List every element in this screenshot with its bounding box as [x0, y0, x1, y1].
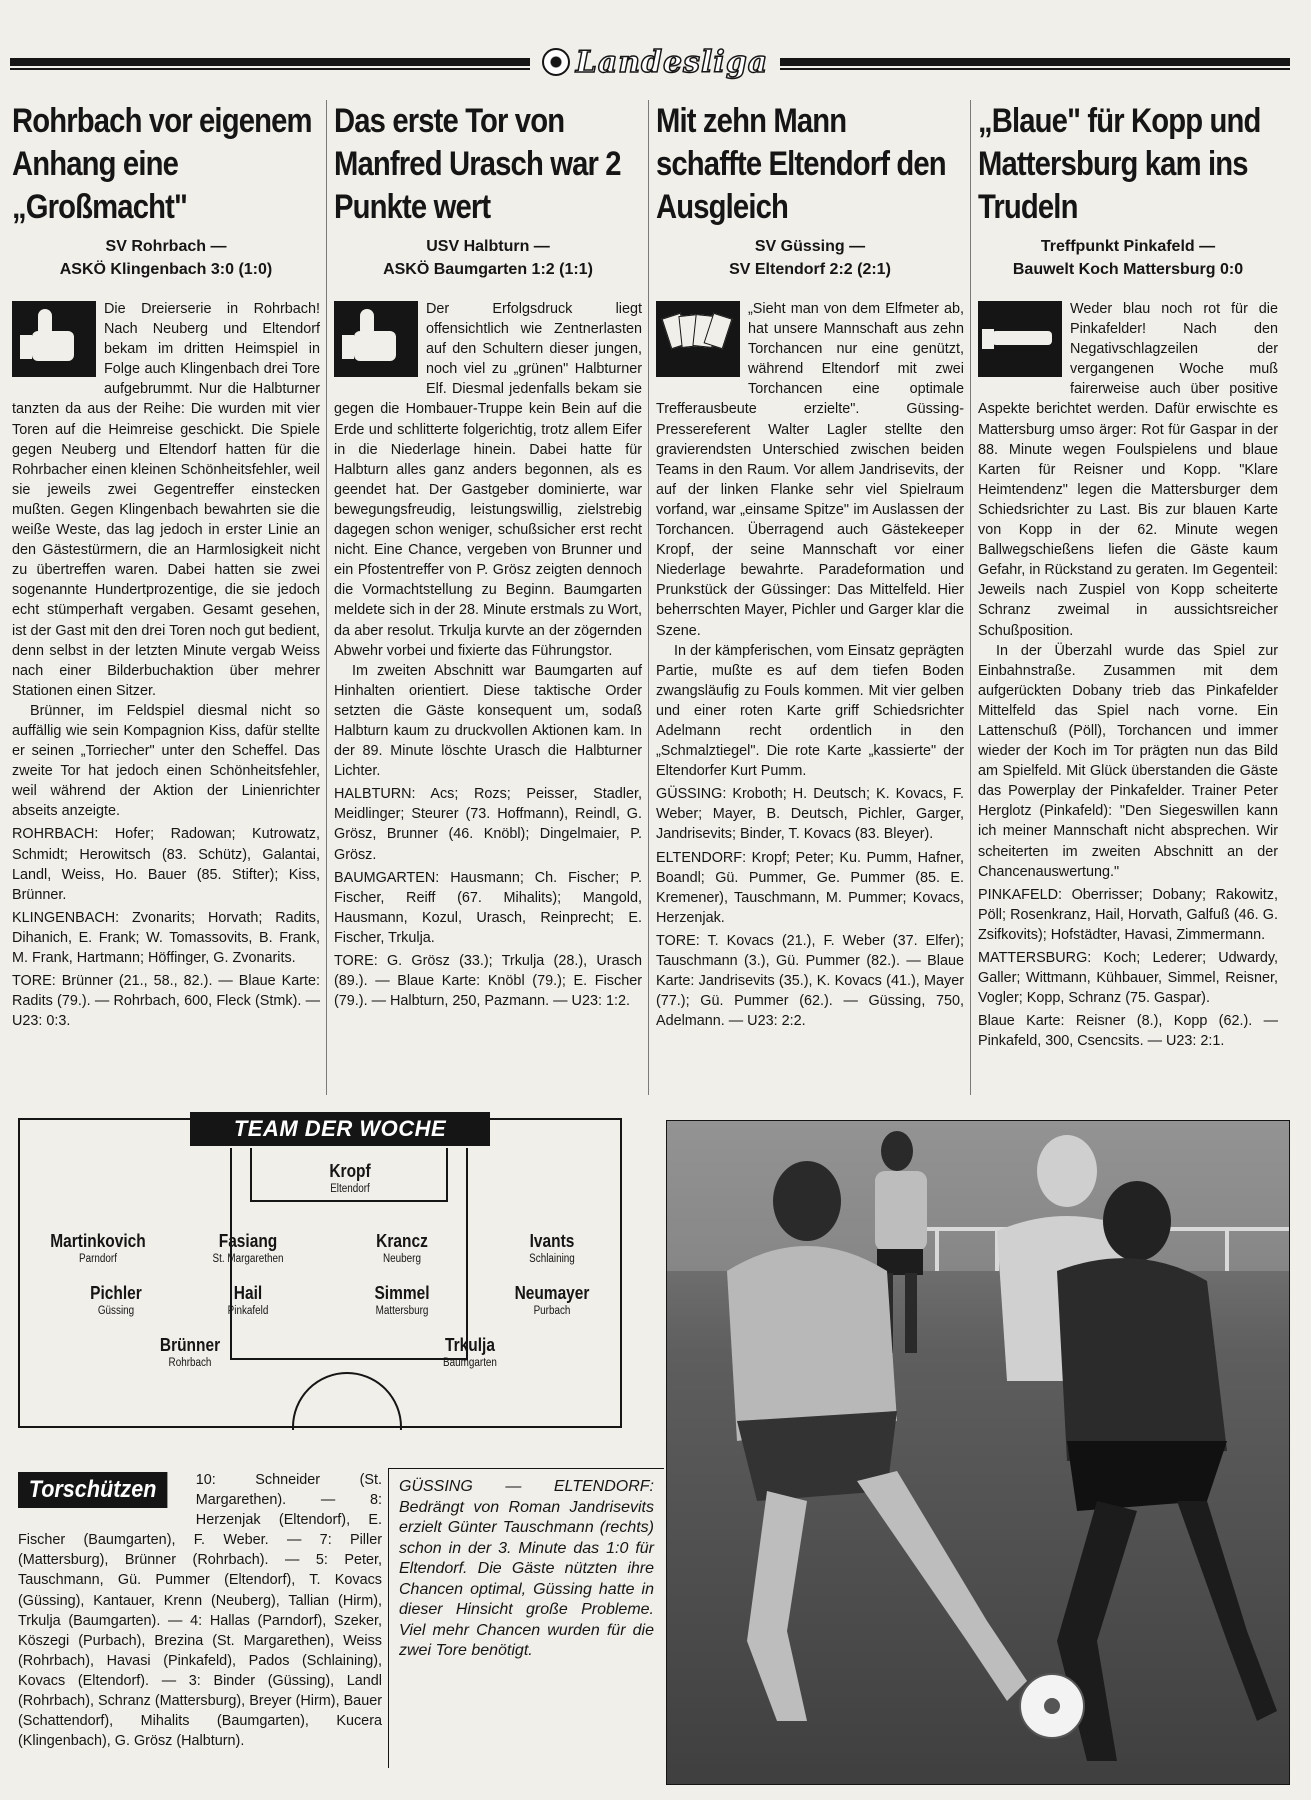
paragraph: Der Erfolgsdruck liegt offensichtlich wie Zentnerlasten auf den Schultern dieser jungen, noch viel zu „grünen" Halbturner Elf. Diesmal jedenfalls bekam sie gegen die Hombauer-Truppe kein Bein auf die Erde und schlitterte folgerichtig, trotz allem Eifer in die Niederlage hinein. Dabei hatte für Halbturn alles ganz anders begonnen, als es geendet hat. Der Gastgeber dominierte, war bewegungsfreudig, leistungswillig, zielstrebig dagegen schon weniger, schußsicher erst recht nicht. Eine Chance, vergeben von Brunner und ein Pfostentreffer von P. Grösz zeigten dennoch die Vormachtstellung zu Beginn. Baumgarten meldete sich in der 28. Minute erstmals zu Wort, da aber resolut. Trkulja kurvte an der zögernden Abwehr vorbei und fixierte das Führungstor.	[334, 301, 642, 659]
match-photo	[666, 1120, 1290, 1785]
match-score: ASKÖ Baumgarten 1:2 (1:1)	[383, 261, 593, 278]
lineup-away: ELTENDORF: Kropf; Peter; Ku. Pumm, Hafner, Boandl; Gü. Pummer, Ge. Pummer (85. E. Kremener), Tauschmann, M. Pummer; Kovacs, Herzenjak.	[656, 849, 964, 926]
match-home: SV Rohrbach —	[105, 238, 227, 255]
lineup-home: HALBTURN: Acs; Rozs; Peisser, Stadler, Meidlinger; Steurer (73. Hoffmann), Reindl, G. Grösz, Brunner (46. Knöbl); Dingelmaier, P. Grösz.	[334, 786, 642, 863]
player-club: Baumgarten	[443, 1357, 497, 1369]
player	[168, 1282, 328, 1319]
goals-summary: TORE: Brünner (21., 58., 82.). — Blaue Karte: Radits (79.). — Rohrbach, 600, Fleck (Stmk). — U23: 0:3.	[12, 973, 320, 1030]
paragraph: In der Überzahl wurde das Spiel zur Einbahnstraße. Zusammen mit dem aufgerückten Dobany trieb das Pinkafelder Mittelfeld das Spiel nach vorne. Ein Lattenschuß (Pöll), Torchancen und immer wieder der Koch im Tor prägten nun das Bild am Spielfeld. Mit Glück überstanden die Gäste das Powerplay der Pinkafelder. Trainer Peter Herglotz (Pinkafeld): "Den Siegeswillen kann ich meiner Mannschaft nicht absprechen. Wir scheiterten im zweiten Abschnitt an der Chancenauswertung."	[978, 642, 1278, 880]
paragraph: Brünner, im Feldspiel diesmal nicht so auffällig wie sein Kompagnion Kiss, dafür stellte er seinen „Torriecher" unter den Scheffel. Das zweite Tor hat jedoch einen Schönheitsfehler, weil während der Aktion der Linienrichter abseits anzeigte.	[12, 702, 320, 820]
match-score: Bauwelt Koch Mattersburg 0:0	[1012, 261, 1244, 278]
match-score: SV Eltendorf 2:2 (2:1)	[729, 261, 891, 278]
article-body	[656, 299, 964, 1031]
match-home: Treffpunkt Pinkafeld —	[1040, 238, 1216, 255]
player-club: Purbach	[533, 1305, 571, 1317]
player-club: Neuberg	[383, 1253, 421, 1265]
match-result	[12, 235, 320, 281]
player-name: Fasiang	[218, 1231, 278, 1251]
team-of-the-week	[18, 1118, 622, 1428]
thumbs-up-icon	[334, 301, 418, 377]
column-divider	[970, 100, 971, 1095]
column-divider	[648, 100, 649, 1095]
center-arc	[292, 1372, 402, 1482]
article-headline: „Blaue" für Kopp und Mattersburg kam ins Trudeln	[978, 102, 1261, 226]
lineup-away: MATTERSBURG: Koch; Lederer; Udwardy, Galler; Wittmann, Kühbauer, Simmel, Reisner, Vogler; Kopp, Schranz (75. Gaspar).	[978, 950, 1278, 1007]
section-masthead	[10, 42, 1290, 82]
player-club: Rohrbach	[168, 1357, 212, 1369]
player	[322, 1230, 482, 1267]
lineup-away: BAUMGARTEN: Hausmann; Ch. Fischer; P. Fischer, Reiff (67. Mihalits); Mangold, Hausmann, Kozul, Urasch, Reinprecht; E. Fischer, Trkulja.	[334, 869, 642, 946]
lineup-home: GÜSSING: Kroboth; H. Deutsch; K. Kovacs, F. Weber; Mayer, B. Deutsch, Pichler, Garger, Jandrisevits; Binder, T. Kovacs (83. Bleyer).	[656, 786, 964, 843]
player	[18, 1230, 178, 1267]
player	[168, 1230, 328, 1267]
player-club: Mattersburg	[375, 1305, 429, 1317]
player	[472, 1282, 632, 1319]
article-pinkafeld	[978, 100, 1278, 1051]
match-result	[978, 235, 1278, 281]
section-brand	[530, 42, 780, 82]
player-club: Parndorf	[79, 1253, 117, 1265]
column-divider	[326, 100, 327, 1095]
player-name: Kropf	[329, 1161, 371, 1181]
player-name: Pichler	[90, 1283, 142, 1303]
paragraph: In der kämpferischen, vom Einsatz geprägten Partie, mußte es auf dem tiefen Boden zwangsläufig zu Fouls kommen. Mit vier gelben und einer roten Karte griff Schiedsrichter Adelmann recht ordentlich in den „Schmalztiegel". Die rote Karte „kassierte" der Eltendorfer Kurt Pumm.	[656, 642, 964, 780]
masthead-rule-left	[10, 58, 530, 66]
player-club: St. Margarethen	[212, 1253, 284, 1265]
article-headline: Das erste Tor von Manfred Urasch war 2 Punkte wert	[334, 102, 621, 226]
player-name: Brünner	[159, 1335, 221, 1355]
article-guessing	[656, 100, 964, 1031]
lineup-home: ROHRBACH: Hofer; Radowan; Kutrowatz, Schmidt; Herowitsch (83. Schütz), Galantai, Landl, Weiss, Ho. Bauer (85. Stifter); Kiss, Brünner.	[12, 826, 320, 903]
player	[390, 1334, 550, 1371]
top-scorers-list: 10: Schneider (St. Margarethen). — 8: Herzenjak (Eltendorf), E. Fischer (Baumgarten), F. Weber. — 7: Piller (Mattersburg), Brünner (Rohrbach). — 5: Peter, Tauschmann, Gü. Pummer (Eltendorf), T. Kovacs (Güssing), Kantauer, Krenn (Neuberg), Tallian (Hirm), Trkulja (Baumgarten). — 4: Hallas (Parndorf), Szeker, Köszegi (Purbach), Brezina (St. Margarethen), Weiss (Rohrbach), Havasi (Pinkafeld), Pados (Schlaining), Kovacs (Eltendorf). — 3: Binder (Güssing), Landl (Rohrbach), Schranz (Mattersburg), Breyer (Hirm), Bauer (Schattendorf), Mihalits (Baumgarten), Kucera (Klingenbach), G. Grösz (Halbturn).	[18, 1472, 382, 1750]
article-rohrbach	[12, 100, 320, 1031]
paragraph: Weder blau noch rot für die Pinkafelder! Nach den Negativschlagzeilen der vergangenen Woche muß fairerweise auch über positive Aspekte berichtet werden. Dafür erwischte es Mattersburg umso ärger: Rot für Gaspar in der 88. Minute wegen Foulspielens und blaue Karten für Reisner und Kopp. "Klare Heimtendenz" legen die Mattersburger dem Schiedsrichter zu Last. Bis zur blauen Karte von Kopp in der 62. Minute wegen Ballwegschießens liefen die Gäste kaum Gefahr, in Rückstand zu geraten. Im Gegenteil: Jeweils nach Zuspiel von Kopp scheiterte Schranz zweimal in aussichtsreicher Schußposition.	[978, 301, 1278, 639]
match-score: ASKÖ Klingenbach 3:0 (1:0)	[59, 261, 273, 278]
top-scorers-title: Torschützen	[18, 1472, 167, 1508]
lineup-away: KLINGENBACH: Zvonarits; Horvath; Radits, Dihanich, E. Frank; W. Tomassovits, B. Frank, M. Frank, Hartmann; Höffinger, G. Zvonarits.	[12, 909, 320, 966]
article-body	[12, 299, 320, 1031]
goals-summary: TORE: G. Grösz (33.); Trkulja (28.), Urasch (89.). — Blaue Karte: Knöbl (79.); E. Fischer (79.). — Halbturn, 250, Pazmann. — U23: 1:2.	[334, 953, 642, 1010]
article-headline: Rohrbach vor eigenem Anhang eine „Großmacht"	[12, 102, 312, 226]
thumbs-up-icon	[12, 301, 96, 377]
playing-cards-hand-icon	[656, 301, 740, 377]
player-name: Trkulja	[445, 1335, 495, 1355]
article-headline: Mit zehn Mann schaffte Eltendorf den Ausgleich	[656, 102, 946, 226]
player	[472, 1230, 632, 1267]
player-club: Güssing	[97, 1305, 135, 1317]
article-body	[334, 299, 642, 1011]
match-result	[334, 235, 642, 281]
article-halbturn	[334, 100, 642, 1011]
section-title: Landesliga	[575, 44, 769, 80]
player-club: Eltendorf	[330, 1183, 370, 1195]
player	[322, 1282, 482, 1319]
match-photo-illustration	[667, 1121, 1290, 1785]
masthead-rule-right	[780, 58, 1290, 66]
paragraph: „Sieht man von dem Elfmeter ab, hat unsere Mannschaft aus zehn Torchancen nur eine genützt, während Eltendorf mit zwei Torchancen eine optimale Trefferausbeute erzielte". Güssing-Pressereferent Walter Lagler stellte den gravierendsten Unterschied zwischen beiden Teams in den Raum. Vor allem Jandrisevits, der auf der linken Flanke sehr viel Spielraum vorfand, war „einsame Spitze" im Auslassen der Torchancen. Überragend auch Gästekeeper Kropf, der seine Mannschaft vor einer Niederlage bewahrte. Paradeformation und Prunkstück der Güssinger: Das Mittelfeld. Hier beherrschten Mayer, Pichler und Garger klar die Szene.	[656, 301, 964, 639]
player-name: Martinkovich	[50, 1231, 146, 1251]
match-home: USV Halbturn —	[426, 238, 550, 255]
player-name: Neumayer	[514, 1283, 590, 1303]
player-goalkeeper	[270, 1160, 430, 1197]
player-club: Schlaining	[529, 1253, 575, 1265]
player-name: Ivants	[529, 1231, 575, 1251]
article-body	[978, 299, 1278, 1051]
player-club: Pinkafeld	[227, 1305, 269, 1317]
player-name: Krancz	[376, 1231, 428, 1251]
player-name: Simmel	[374, 1283, 430, 1303]
match-result	[656, 235, 964, 281]
lineup-home: PINKAFELD: Oberrisser; Dobany; Rakowitz, Pöll; Rosenkranz, Hail, Horvath, Galfuß (46. G. Zsifkovits); Hofstädter, Havasi, Zimmermann.	[978, 886, 1278, 943]
team-of-the-week-title: TEAM DER WOCHE	[190, 1112, 490, 1146]
player-name: Hail	[233, 1283, 263, 1303]
player	[110, 1334, 270, 1371]
match-home: SV Güssing —	[754, 238, 866, 255]
top-scorers	[18, 1470, 382, 1751]
paragraph: Die Dreierserie in Rohrbach! Nach Neuberg und Eltendorf bekam im dritten Heimspiel in Folge auch Klingenbach drei Tore aufgebrummt. Nur die Halbturner tanzten da aus der Reihe: Die wurden mit vier Toren auf die Heimreise geschickt. Die Spiele gegen Neuberg und Eltendorf hatten für die Rohrbacher einen kleinen Schönheitsfehler, weil sie jeweils zwei Gegentreffer einstecken mußten. Gegen Klingenbach bewahrten sie die weiße Weste, das lag jedoch in erster Linie an den Gästestürmern, die an Harmlosigkeit nicht zu übertreffen waren. Dabei hatten sie zwei sogenannte Hundertprozentige, die sie jedoch echt stümperhaft vergaben. Gesamt gesehen, ist der Gast mit den drei Toren noch gut bedient, denn selbst in der letzten Minute vergab Weiss nach einer Bilderbuchaktion über mehrer Stationen einen Sitzer.	[12, 301, 320, 699]
football-icon	[542, 48, 570, 76]
goals-summary: TORE: T. Kovacs (21.), F. Weber (37. Elfer); Tauschmann (3.), Gü. Pummer (82.). — Blaue Karte: Jandrisevits (35.), K. Kovacs (41.), Mayer (77.); Gü. Pummer (62.). — Güssing, 750, Adelmann. — U23: 2:2.	[656, 932, 964, 1030]
flat-hand-icon	[978, 301, 1062, 377]
photo-caption: GÜSSING — ELTENDORF: Bedrängt von Roman Jandrisevits erzielt Günter Tauschmann (rechts) schon in der 3. Minute das 1:0 für Eltendorf. Die Gäste nützten ihre Chancen optimal, Güssing hatte in dieser Hinsicht große Probleme. Viel mehr Chancen wurden für die zwei Tore benötigt.	[388, 1468, 664, 1768]
paragraph: Im zweiten Abschnitt war Baumgarten auf Hinhalten orientiert. Diese taktische Order setzten die Gäste konsequent um, sodaß Halbturn kaum zu druckvollen Aktionen kam. In der 89. Minute löschte Urasch die Halbturner Lichter.	[334, 662, 642, 780]
goals-summary: Blaue Karte: Reisner (8.), Kopp (62.). — Pinkafeld, 300, Csencsits. — U23: 2:1.	[978, 1013, 1278, 1050]
